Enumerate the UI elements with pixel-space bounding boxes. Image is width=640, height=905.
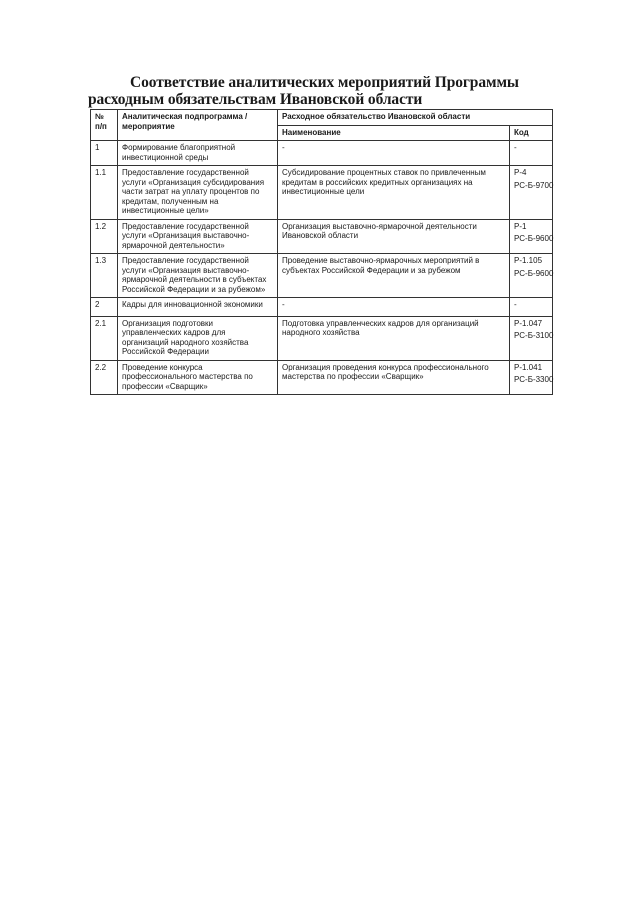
row-number: 2.1 xyxy=(91,316,118,360)
code-value: - xyxy=(514,143,517,152)
header-code: Код xyxy=(510,125,553,141)
header-name: Наименование xyxy=(278,125,510,141)
row-subprogram: Организация подготовки управленческих кадров для организаций народного хозяйства Российской Федерации xyxy=(118,316,278,360)
row-obligation-name: Проведение выставочно-ярмарочных мероприятий в субъектах Российской Федерации и за рубежом xyxy=(278,254,510,298)
row-code xyxy=(510,166,553,220)
table-header-row xyxy=(91,110,553,126)
row-obligation-name: Организация выставочно-ярмарочной деятельности Ивановской области xyxy=(278,219,510,254)
code-value: - xyxy=(514,300,517,309)
row-code xyxy=(510,219,553,254)
row-number: 1.1 xyxy=(91,166,118,220)
row-subprogram: Кадры для инновационной экономики xyxy=(118,298,278,317)
table-body xyxy=(91,141,553,395)
code-value: Р-1.105 xyxy=(514,256,543,265)
table-row xyxy=(91,316,553,360)
row-number: 1.3 xyxy=(91,254,118,298)
row-number: 1 xyxy=(91,141,118,166)
code-value: РС-Б-3100 xyxy=(514,331,554,340)
row-obligation-name: - xyxy=(278,298,510,317)
row-number: 1.2 xyxy=(91,219,118,254)
header-obligation: Расходное обязательство Ивановской области xyxy=(278,110,553,126)
table-row xyxy=(91,360,553,395)
header-subprogram: Аналитическая подпрограмма / мероприятие xyxy=(118,110,278,141)
table-row xyxy=(91,219,553,254)
row-subprogram: Предоставление государственной услуги «Организация субсидирования части затрат на уплату процентов по кредитам, полученным на инвестиционные цели» xyxy=(118,166,278,220)
code-value: Р-1 xyxy=(514,221,527,231)
row-subprogram: Предоставление государственной услуги «Организация выставочно-ярмарочной деятельности в субъектах Российской Федерации и за рубежом» xyxy=(118,254,278,298)
code-value: РС-Б-9600 xyxy=(514,234,554,243)
row-obligation-name: Субсидирование процентных ставок по привлеченным кредитам в российских кредитных организациях на инвестиционные цели xyxy=(278,166,510,220)
row-number: 2.2 xyxy=(91,360,118,395)
obligations-table xyxy=(90,109,553,395)
row-obligation-name: - xyxy=(278,141,510,166)
code-value: Р-1.047 xyxy=(514,318,543,328)
row-code xyxy=(510,298,553,317)
row-obligation-name: Подготовка управленческих кадров для организаций народного хозяйства xyxy=(278,316,510,360)
row-number: 2 xyxy=(91,298,118,317)
code-value: РС-Б-3300 xyxy=(514,375,554,384)
header-num: № п/п xyxy=(91,110,118,141)
code-value: РС-Б-9700 xyxy=(514,180,554,190)
page-title: Соответствие аналитических мероприятий Программы расходным обязательствам Ивановской области xyxy=(88,74,519,108)
table-row xyxy=(91,298,553,317)
row-code xyxy=(510,360,553,395)
table-row xyxy=(91,141,553,166)
table-row xyxy=(91,166,553,220)
row-code xyxy=(510,254,553,298)
row-subprogram: Предоставление государственной услуги «Организация выставочно-ярмарочной деятельности» xyxy=(118,219,278,254)
row-code xyxy=(510,141,553,166)
code-value: РС-Б-9600 xyxy=(514,268,554,278)
table-row xyxy=(91,254,553,298)
row-subprogram: Проведение конкурса профессионального мастерства по профессии «Сварщик» xyxy=(118,360,278,395)
row-obligation-name: Организация проведения конкурса профессионального мастерства по профессии «Сварщик» xyxy=(278,360,510,395)
code-value: Р-1.041 xyxy=(514,362,543,372)
row-code xyxy=(510,316,553,360)
row-subprogram: Формирование благоприятной инвестиционной среды xyxy=(118,141,278,166)
code-value: Р-4 xyxy=(514,168,527,177)
